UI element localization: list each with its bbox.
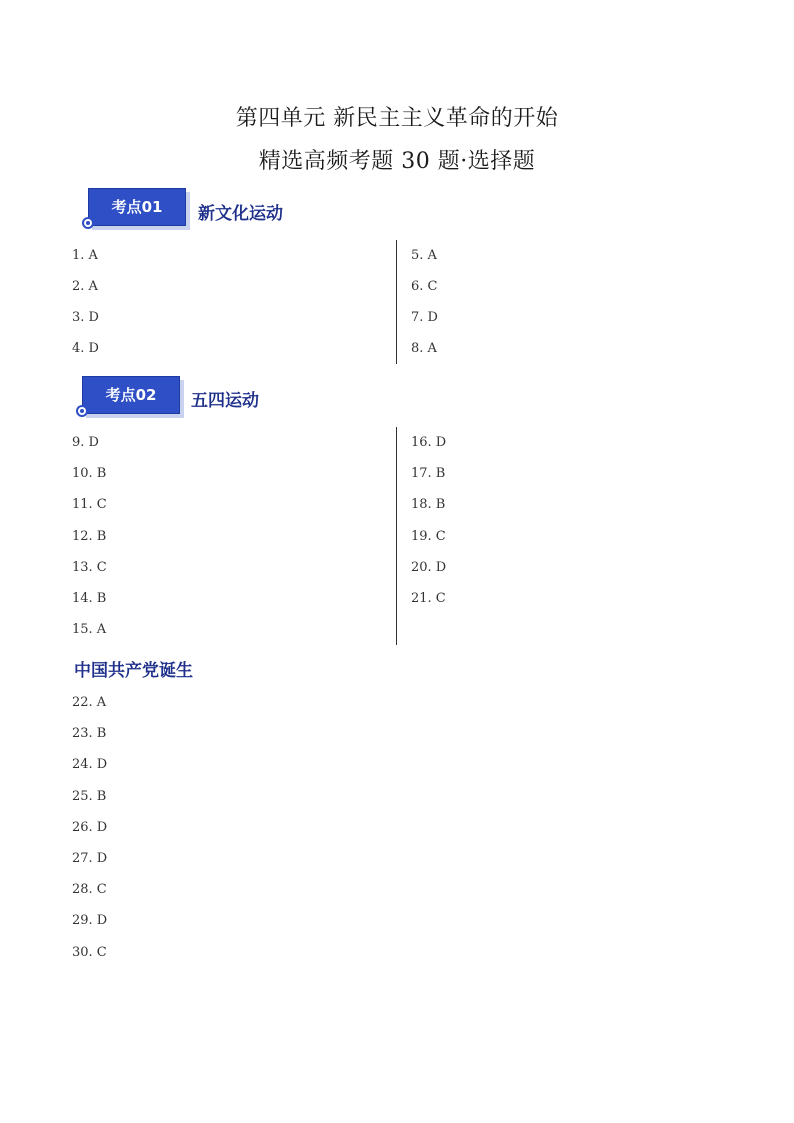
answer-item: 19. C: [411, 529, 446, 544]
answer-item: 11. C: [72, 497, 107, 512]
answer-item: 28. C: [72, 882, 107, 897]
page-title: 第四单元 新民主主义革命的开始: [235, 106, 559, 131]
answer-item: 14. B: [72, 591, 107, 606]
answer-item: 13. C: [72, 560, 107, 575]
section-title-3: 中国共产党诞生: [74, 661, 193, 681]
answer-item: 20. D: [411, 560, 447, 575]
answer-item: 9. D: [72, 435, 99, 450]
answer-item: 8. A: [411, 341, 437, 356]
answer-item: 30. C: [72, 945, 107, 960]
answer-item: 10. B: [72, 466, 107, 481]
badge-dot-icon: [76, 405, 88, 417]
section-title-2: 五四运动: [191, 391, 259, 411]
badge-label: 考点01: [88, 188, 186, 226]
badge-label: 考点02: [82, 376, 180, 414]
answer-item: 17. B: [411, 466, 446, 481]
answer-item: 26. D: [72, 820, 108, 835]
answer-item: 25. B: [72, 789, 107, 804]
answer-item: 12. B: [72, 529, 107, 544]
answer-item: 23. B: [72, 726, 107, 741]
answer-item: 22. A: [72, 695, 107, 710]
answer-item: 7. D: [411, 310, 438, 325]
page-subtitle: 精选高频考题 30 题·选择题: [258, 149, 536, 174]
answer-item: 18. B: [411, 497, 446, 512]
answer-item: 4. D: [72, 341, 99, 356]
answer-item: 27. D: [72, 851, 108, 866]
answer-item: 24. D: [72, 757, 108, 772]
answer-item: 5. A: [411, 248, 437, 263]
answer-item: 29. D: [72, 913, 108, 928]
answer-item: 21. C: [411, 591, 446, 606]
answer-item: 6. C: [411, 279, 438, 294]
answer-item: 1. A: [72, 248, 98, 263]
answer-item: 15. A: [72, 622, 107, 637]
answer-item: 16. D: [411, 435, 447, 450]
section-title-1: 新文化运动: [198, 204, 283, 224]
badge-dot-icon: [82, 217, 94, 229]
answer-item: 3. D: [72, 310, 99, 325]
column-divider-2: [396, 427, 397, 645]
column-divider-1: [396, 240, 397, 364]
answer-item: 2. A: [72, 279, 98, 294]
